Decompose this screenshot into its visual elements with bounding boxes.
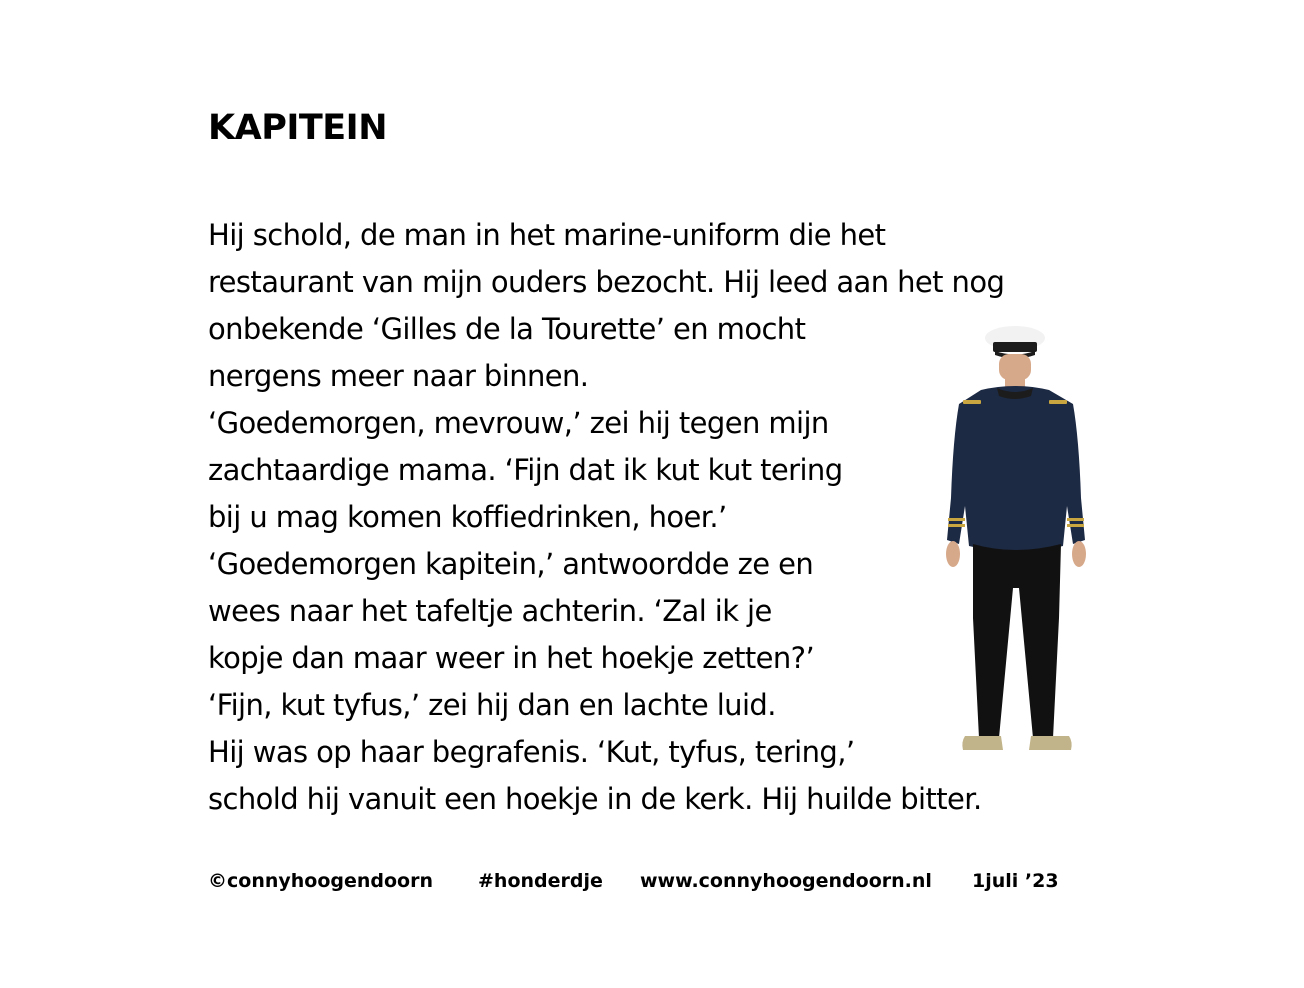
story-line: ‘Fijn, kut tyfus,’ zei hij dan en lachte luid. (208, 688, 776, 722)
sleeve-stripe (948, 524, 965, 527)
hand-right (1072, 541, 1086, 567)
story-line: ‘Goedemorgen, mevrouw,’ zei hij tegen mijn (208, 406, 829, 440)
sleeve-stripe (948, 518, 965, 521)
shoe-right (1029, 736, 1072, 750)
naval-captain-figure-icon (935, 318, 1105, 763)
epaulette-right (1049, 400, 1067, 404)
cap-band (993, 342, 1037, 352)
sleeve-stripe (1067, 524, 1084, 527)
hand-left (946, 541, 960, 567)
story-line: bij u mag komen koffiedrinken, hoer.’ (208, 500, 727, 534)
sleeve-stripe (1067, 518, 1084, 521)
story-line: zachtaardige mama. ‘Fijn dat ik kut kut tering (208, 453, 843, 487)
story-line: kopje dan maar weer in het hoekje zetten?’ (208, 641, 815, 675)
jacket (947, 386, 1085, 552)
footer-website-link[interactable]: www.connyhoogendoorn.nl (640, 870, 932, 892)
story-text (208, 212, 1004, 823)
story-line: restaurant van mijn ouders bezocht. Hij leed aan het nog (208, 265, 1005, 299)
trousers (973, 544, 1061, 738)
story-line: onbekende ‘Gilles de la Tourette’ en mocht (208, 312, 806, 346)
story-line: Hij was op haar begrafenis. ‘Kut, tyfus, tering,’ (208, 735, 855, 769)
epaulette-left (963, 400, 981, 404)
shoe-left (962, 736, 1003, 750)
footer-date: 1juli ’23 (972, 870, 1059, 892)
story-line: nergens meer naar binnen. (208, 359, 589, 393)
story-line: ‘Goedemorgen kapitein,’ antwoordde ze en (208, 547, 814, 581)
footer-copyright: ©connyhoogendoorn (208, 870, 434, 892)
footer-hashtag: #honderdje (478, 870, 603, 892)
story-title: KAPITEIN (208, 108, 387, 148)
story-line: Hij schold, de man in het marine-uniform die het (208, 218, 886, 252)
story-line: schold hij vanuit een hoekje in de kerk. Hij huilde bitter. (208, 782, 982, 816)
story-line: wees naar het tafeltje achterin. ‘Zal ik je (208, 594, 772, 628)
